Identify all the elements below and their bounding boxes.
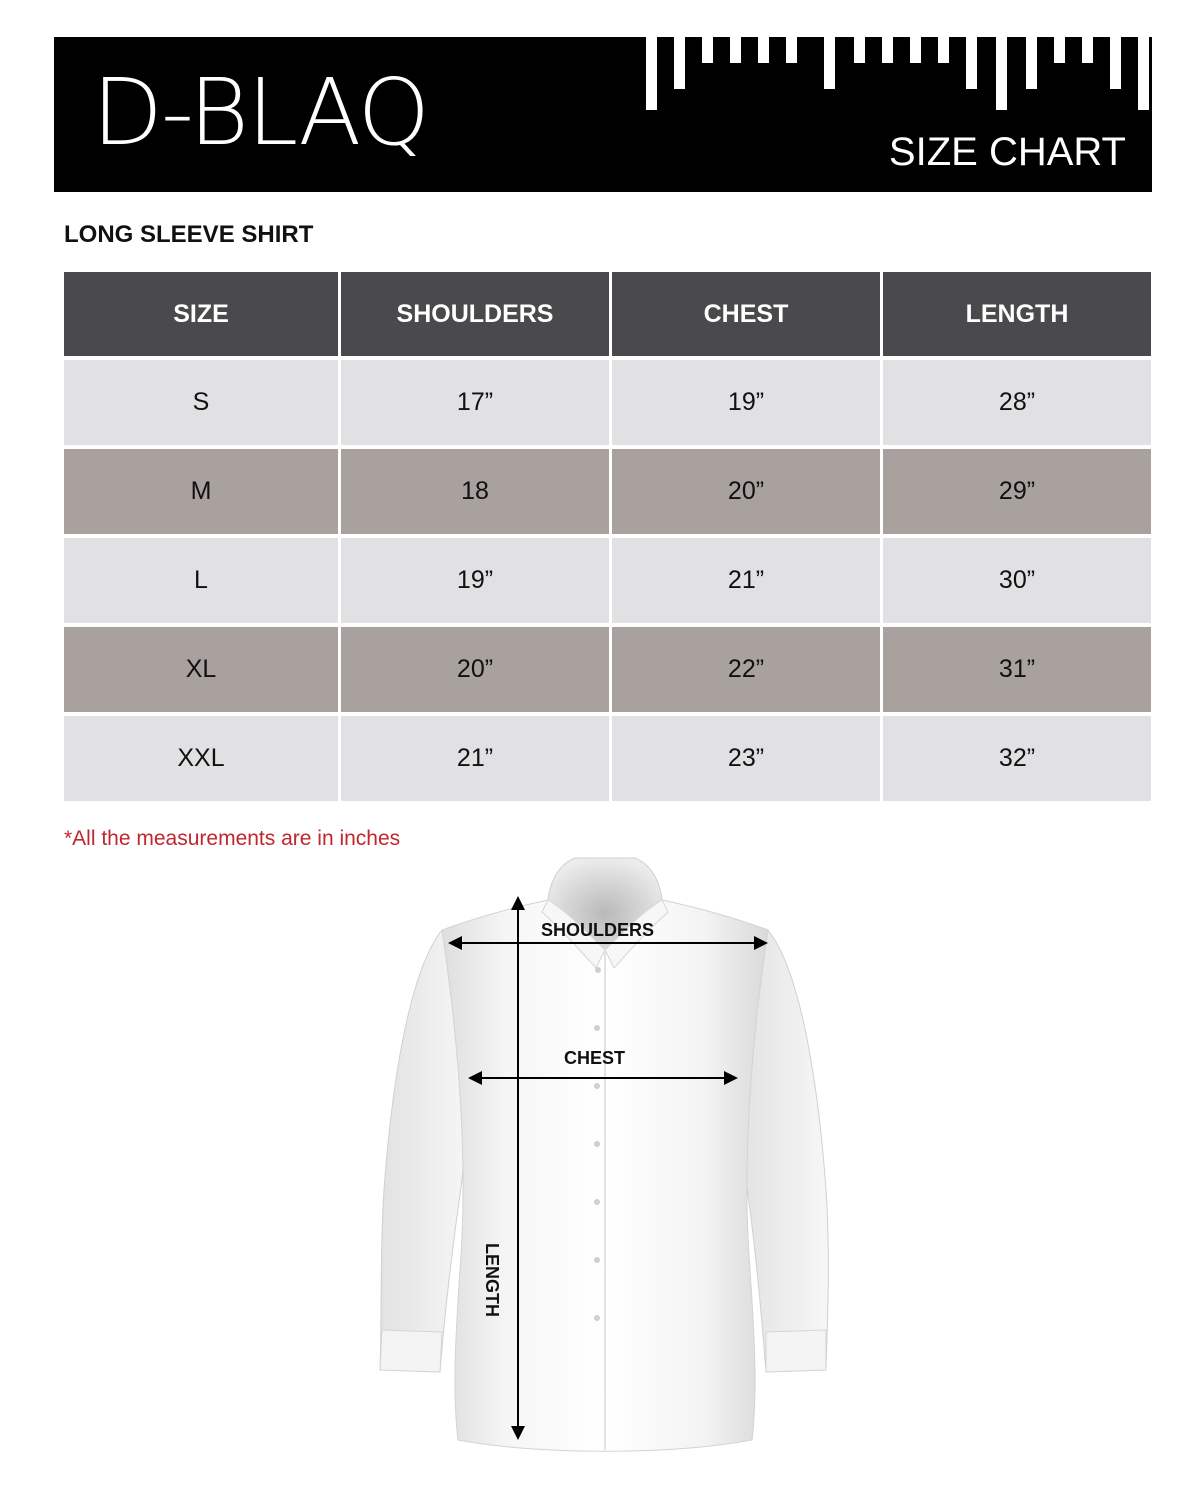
cell-chest: 21”	[612, 538, 880, 623]
table-row	[64, 716, 1151, 801]
cell-shoulders: 17”	[341, 360, 609, 445]
cell-size: XXL	[64, 716, 338, 801]
table-row	[64, 538, 1151, 623]
brand-logo: D-BLAQ	[92, 59, 429, 166]
brand-header	[54, 37, 1152, 192]
cell-chest: 23”	[612, 716, 880, 801]
cell-shoulders: 20”	[341, 627, 609, 712]
cell-shoulders: 18	[341, 449, 609, 534]
cell-chest: 22”	[612, 627, 880, 712]
size-table	[61, 268, 1154, 805]
chest-dimension-label: CHEST	[564, 1048, 626, 1068]
size-chart-label: SIZE CHART	[888, 130, 1126, 174]
table-row	[64, 627, 1151, 712]
shoulders-dimension-label: SHOULDERS	[541, 920, 655, 940]
table-row	[64, 360, 1151, 445]
cell-shoulders: 19”	[341, 538, 609, 623]
cell-length: 31”	[883, 627, 1151, 712]
cell-length: 30”	[883, 538, 1151, 623]
cell-chest: 20”	[612, 449, 880, 534]
table-header-row	[64, 272, 1151, 356]
cell-size: S	[64, 360, 338, 445]
cell-length: 29”	[883, 449, 1151, 534]
cell-length: 28”	[883, 360, 1151, 445]
length-dimension-label: LENGTH	[482, 1243, 502, 1317]
cell-chest: 19”	[612, 360, 880, 445]
cell-shoulders: 21”	[341, 716, 609, 801]
shirt-diagram	[370, 850, 840, 1470]
column-header-size: SIZE	[64, 272, 338, 356]
ruler-icon	[644, 37, 1152, 117]
column-header-chest: CHEST	[612, 272, 880, 356]
cell-size: L	[64, 538, 338, 623]
shirt-icon	[370, 850, 840, 1470]
cell-length: 32”	[883, 716, 1151, 801]
measurement-note: *All the measurements are in inches	[64, 827, 401, 850]
table-row	[64, 449, 1151, 534]
column-header-length: LENGTH	[883, 272, 1151, 356]
cell-size: M	[64, 449, 338, 534]
section-title: LONG SLEEVE SHIRT	[64, 221, 314, 248]
column-header-shoulders: SHOULDERS	[341, 272, 609, 356]
cell-size: XL	[64, 627, 338, 712]
